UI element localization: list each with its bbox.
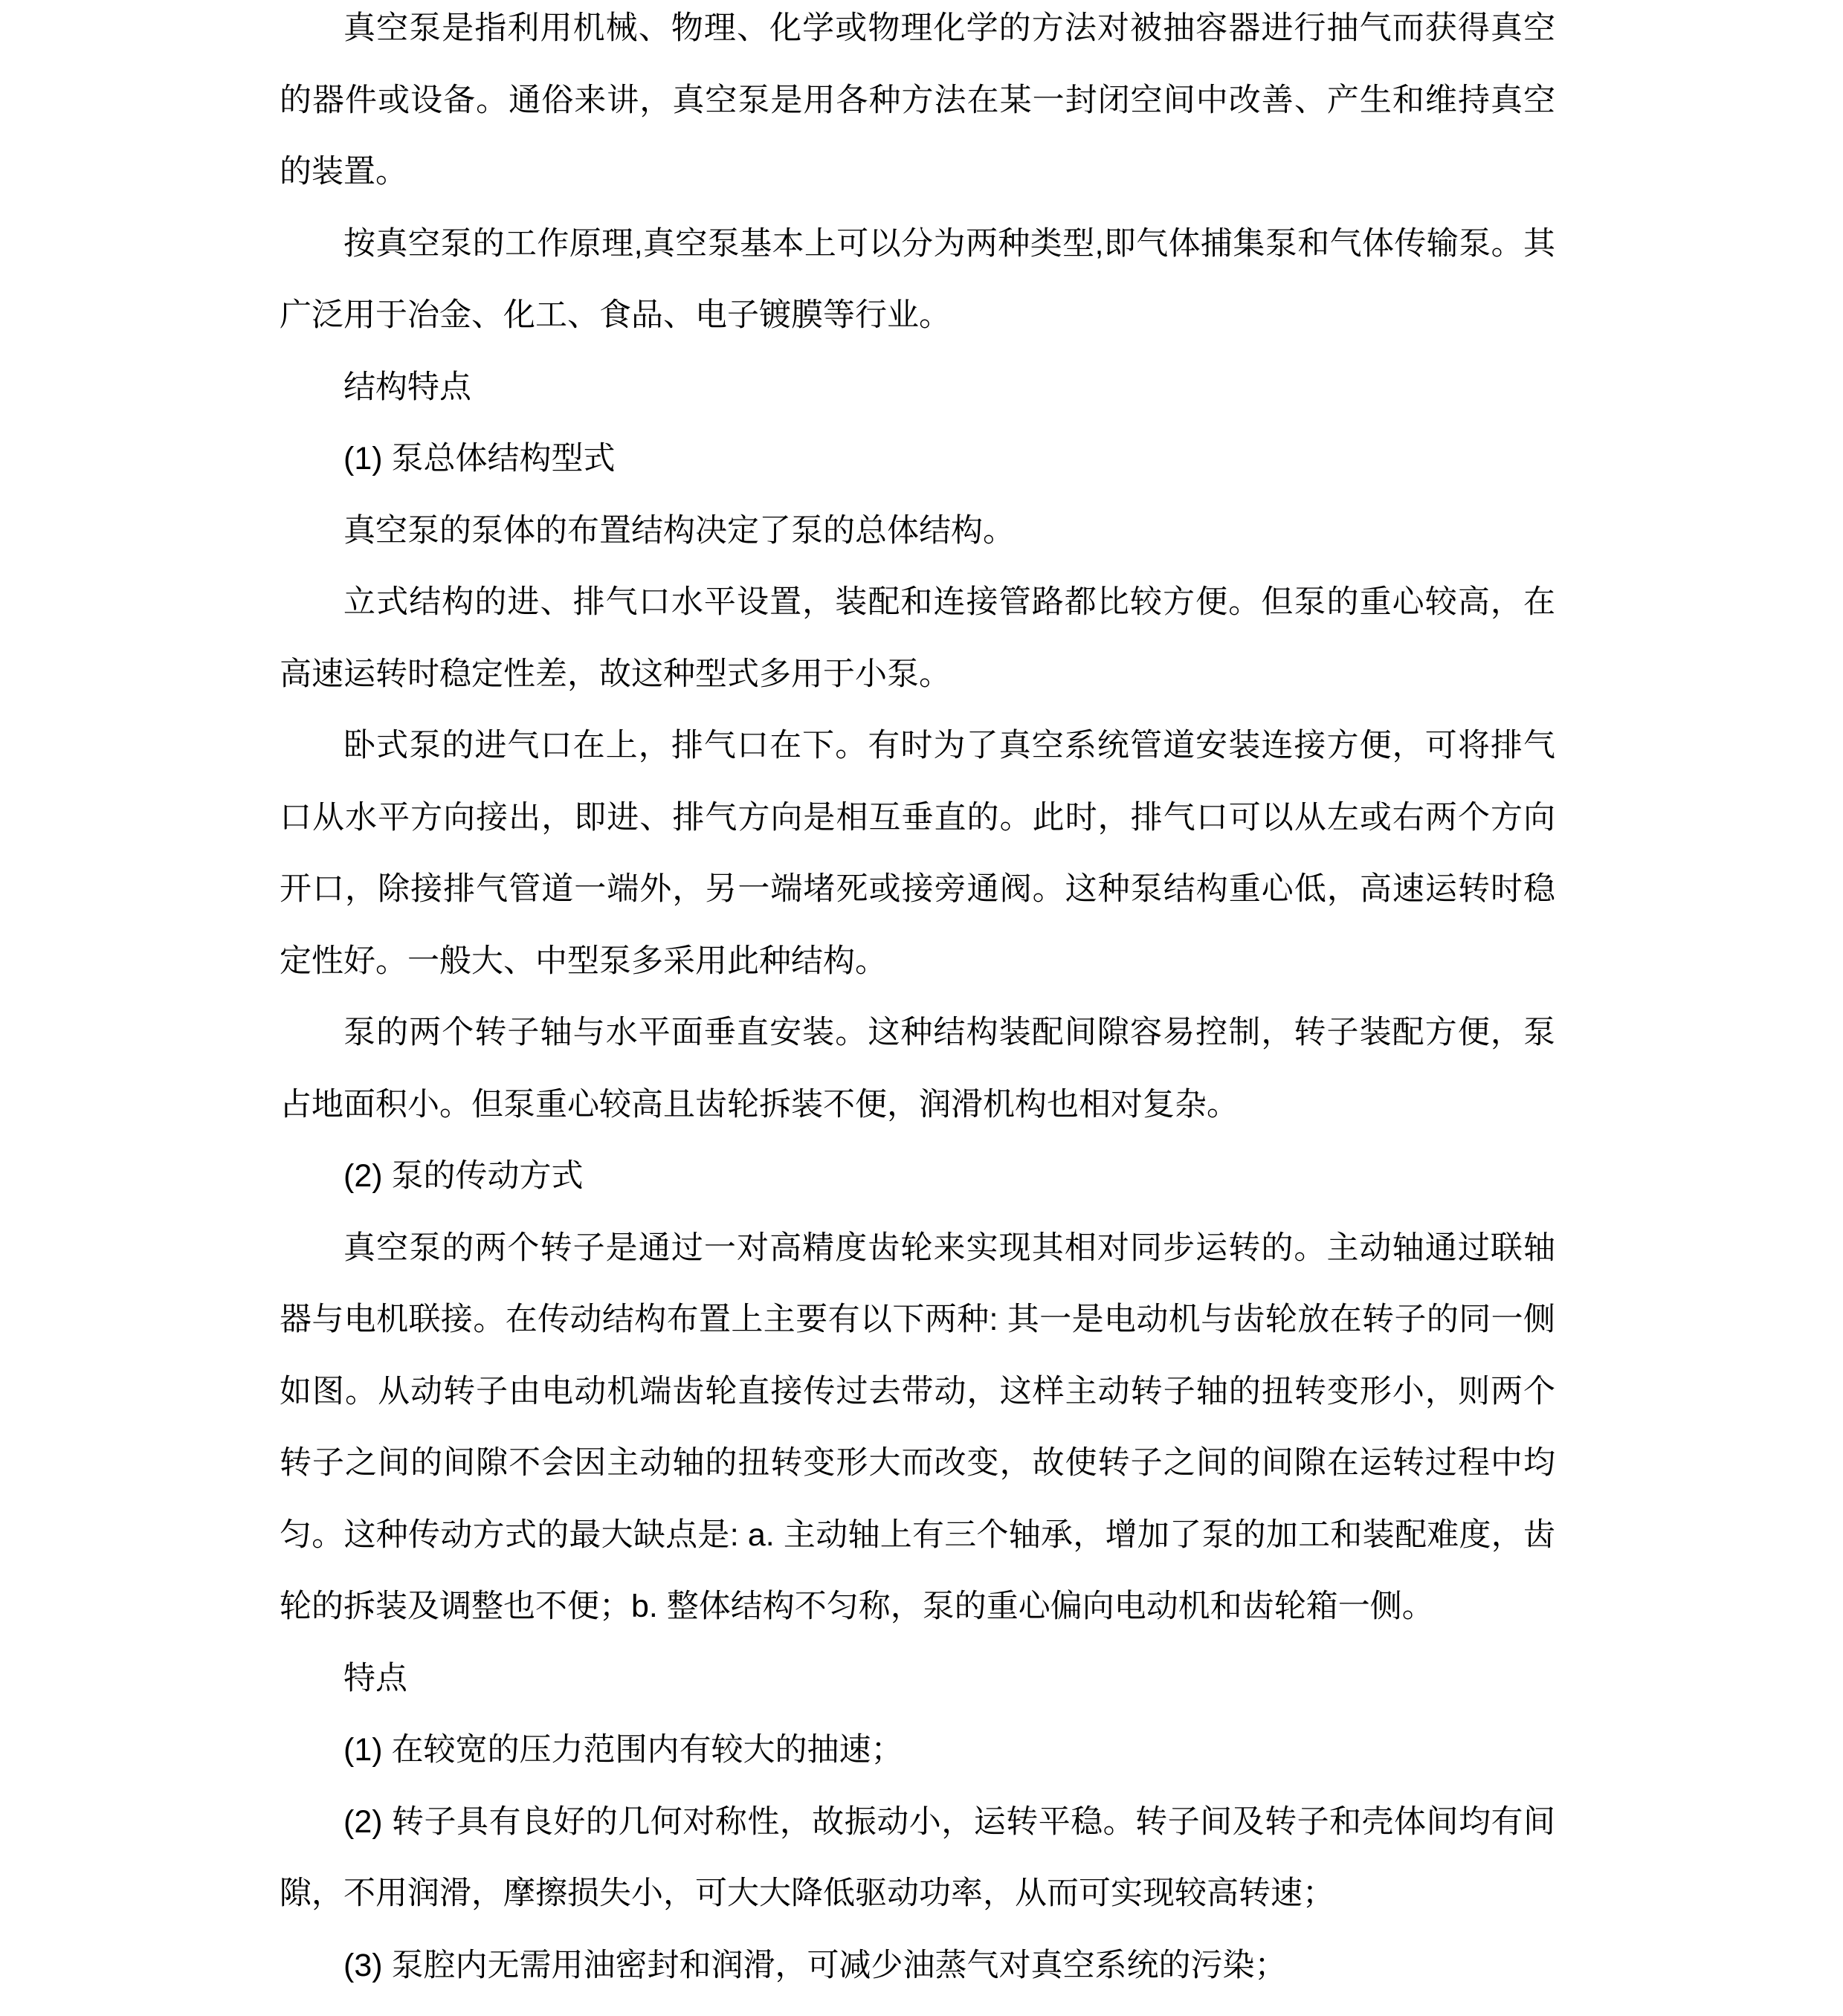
heading-transmission-mode: (2) 泵的传动方式 xyxy=(343,1158,584,1194)
list-item-feature-3: (3) 泵腔内无需用油密封和润滑，可减少油蒸气对真空系统的污染； xyxy=(343,1947,1287,1983)
list-item-feature-1: (1) 在较宽的压力范围内有较大的抽速； xyxy=(343,1732,903,1768)
paragraph-vacuum-pump-definition: 真空泵是指利用机械、物理、化学或物理化学的方法对被抽容器进行抽气而获得真空的器件或设备。通俗来讲，真空泵是用各种方法在某一封闭空间中改善、产生和维持真空的装置。 xyxy=(280,10,1555,190)
paragraph-pump-classification: 按真空泵的工作原理,真空泵基本上可以分为两种类型,即气体捕集泵和气体传输泵。其广泛用于冶金、化工、食品、电子镀膜等行业。 xyxy=(280,225,1555,333)
list-item-feature-2: (2) 转子具有良好的几何对称性，故振动小，运转平稳。转子间及转子和壳体间均有间隙，不用润滑，摩擦损失小，可大大降低驱动功率，从而可实现较高转速； xyxy=(280,1803,1555,1911)
paragraph-pump-body-layout: 真空泵的泵体的布置结构决定了泵的总体结构。 xyxy=(343,512,1015,549)
paragraph-transmission-detail: 真空泵的两个转子是通过一对高精度齿轮来实现其相对同步运转的。主动轴通过联轴器与电机联接。在传动结构布置上主要有以下两种: 其一是电动机与齿轮放在转子的同一侧如图。从动转子由电动机端齿轮直接传过去带动，这样主动转子轴的扭转变形小，则两个转子之间的间隙不会因主动轴的扭转变形大而改变，故使转子之间的间隙在运转过程中均匀。这种传动方式的最大缺点是: a. 主动轴上有三个轴承，增加了泵的加工和装配难度，齿轮的拆装及调整也不便；b. 整体结构不匀称，泵的重心偏向电动机和齿轮箱一侧。 xyxy=(280,1230,1555,1624)
paragraph-rotor-shaft-mounting: 泵的两个转子轴与水平面垂直安装。这种结构装配间隙容易控制，转子装配方便，泵占地面积小。但泵重心较高且齿轮拆装不便，润滑机构也相对复杂。 xyxy=(280,1015,1555,1122)
heading-overall-structure-type: (1) 泵总体结构型式 xyxy=(343,441,616,476)
paragraph-horizontal-pump: 卧式泵的进气口在上，排气口在下。有时为了真空系统管道安装连接方便，可将排气口从水平方向接出，即进、排气方向是相互垂直的。此时，排气口可以从左或右两个方向开口，除接排气管道一端外，另一端堵死或接旁通阀。这种泵结构重心低，高速运转时稳定性好。一般大、中型泵多采用此种结构。 xyxy=(280,728,1555,979)
heading-features: 特点 xyxy=(343,1660,407,1696)
paragraph-vertical-structure: 立式结构的进、排气口水平设置，装配和连接管路都比较方便。但泵的重心较高，在高速运转时稳定性差，故这种型式多用于小泵。 xyxy=(280,584,1555,692)
heading-structure-features: 结构特点 xyxy=(343,369,471,405)
